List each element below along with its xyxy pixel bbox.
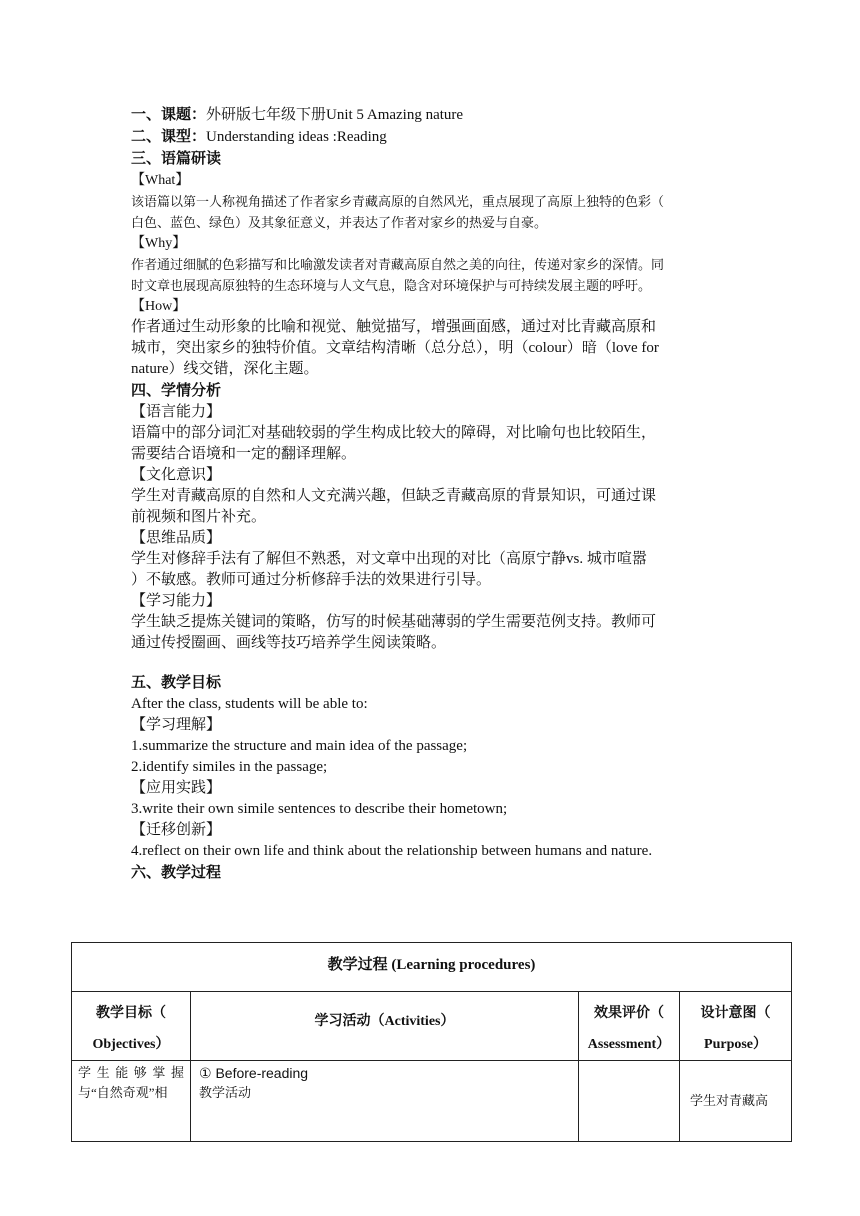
heading-student-analysis: 四、学情分析 (131, 383, 222, 399)
analysis-tag: 【学习能力】 (131, 593, 222, 609)
header-purpose-line: Purpose） (704, 1037, 768, 1052)
why-line: 时文章也展现高原独特的生态环境与人文气息，隐含对环境保护与可持续发展主题的呼吁。 (131, 278, 652, 293)
header-assessment-line: Assessment） (587, 1037, 671, 1052)
analysis-tag: 【思维品质】 (131, 530, 222, 546)
cell-objectives: 学生能够掌握与“自然奇观”相 (72, 1061, 191, 1142)
table-header-row (72, 992, 792, 1061)
header-activities (191, 992, 579, 1061)
heading-text-study: 三、语篇研读 (131, 151, 222, 167)
objective-item: 1.summarize the structure and main idea of the passage; (131, 738, 468, 754)
how-line: 城市，突出家乡的独特价值。文章结构清晰（总分总），明（colour）暗（love for (131, 340, 659, 356)
table-title-row (72, 943, 792, 992)
heading-objectives: 五、教学目标 (131, 675, 222, 691)
analysis-tag: 【文化意识】 (131, 467, 222, 483)
analysis-line: 通过传授圈画、画线等技巧培养学生阅读策略。 (131, 635, 447, 651)
analysis-tag: 【语言能力】 (131, 404, 222, 420)
how-tag: 【How】 (131, 299, 187, 314)
heading-topic-value: 外研版七年级下册Unit 5 Amazing nature (206, 107, 464, 123)
heading-topic (131, 104, 731, 126)
objectives-intro: After the class, students will be able to: (131, 696, 368, 712)
analysis-line: ）不敏感。教师可通过分析修辞手法的效果进行引导。 (131, 572, 492, 588)
table-title: 教学过程 (Learning procedures) (72, 943, 792, 992)
why-tag: 【Why】 (131, 236, 187, 251)
objective-item: 2.identify similes in the passage; (131, 759, 328, 775)
heading-procedure: 六、教学过程 (131, 865, 222, 881)
document-body (131, 104, 731, 884)
activity-step: ① Before-reading (199, 1065, 309, 1081)
header-assessment (579, 992, 680, 1061)
objective-group-tag: 【应用实践】 (131, 780, 222, 796)
heading-lesson-type-value: Understanding ideas :Reading (206, 129, 387, 145)
heading-lesson-type-label: 二、课型： (131, 129, 207, 145)
table-row (72, 1061, 792, 1142)
analysis-line: 前视频和图片补充。 (131, 509, 267, 525)
activity-sub: 教学活动 (199, 1085, 252, 1100)
how-line: 作者通过生动形象的比喻和视觉、触觉描写，增强画面感，通过对比青藏高原和 (131, 319, 657, 335)
how-line: nature）线交错，深化主题。 (131, 361, 319, 377)
cell-assessment (579, 1061, 680, 1142)
analysis-line: 学生对青藏高原的自然和人文充满兴趣，但缺乏青藏高原的背景知识，可通过课 (131, 488, 657, 504)
analysis-line: 学生对修辞手法有了解但不熟悉，对文章中出现的对比（高原宁静vs. 城市喧嚣 (131, 551, 647, 567)
spacer (131, 654, 731, 672)
what-line: 该语篇以第一人称视角描述了作者家乡青藏高原的自然风光，重点展现了高原上独特的色彩（ (131, 194, 665, 209)
header-purpose (680, 992, 792, 1061)
analysis-line: 学生缺乏提炼关键词的策略，仿写的时候基础薄弱的学生需要范例支持。教师可 (131, 614, 657, 630)
objective-group-tag: 【学习理解】 (131, 717, 222, 733)
analysis-line: 需要结合语境和一定的翻译理解。 (131, 446, 357, 462)
header-objectives (72, 992, 191, 1061)
analysis-line: 语篇中的部分词汇对基础较弱的学生构成比较大的障碍，对比喻句也比较陌生， (131, 425, 657, 441)
objective-group-tag: 【迁移创新】 (131, 822, 222, 838)
what-tag: 【What】 (131, 173, 190, 188)
cell-purpose: 学生对青藏高 (680, 1061, 792, 1142)
heading-lesson-type (131, 126, 731, 148)
why-line: 作者通过细腻的色彩描写和比喻激发读者对青藏高原自然之美的向往，传递对家乡的深情。同 (131, 257, 665, 272)
header-objectives-line: Objectives） (92, 1037, 170, 1052)
heading-topic-label: 一、课题： (131, 107, 207, 123)
objective-item: 4.reflect on their own life and think about the relationship between humans and nature. (131, 843, 653, 859)
what-line: 白色、蓝色、绿色）及其象征意义，并表达了作者对家乡的热爱与自豪。 (131, 215, 548, 230)
cell-activities (191, 1061, 579, 1142)
header-activities-label: 学习活动（Activities） (314, 1014, 455, 1029)
procedure-table (71, 942, 792, 1142)
objective-item: 3.write their own simile sentences to describe their hometown; (131, 801, 508, 817)
header-objectives-line: 教学目标（ (96, 1006, 166, 1021)
header-assessment-line: 效果评价（ (594, 1006, 664, 1021)
header-purpose-line: 设计意图（ (700, 1006, 771, 1021)
